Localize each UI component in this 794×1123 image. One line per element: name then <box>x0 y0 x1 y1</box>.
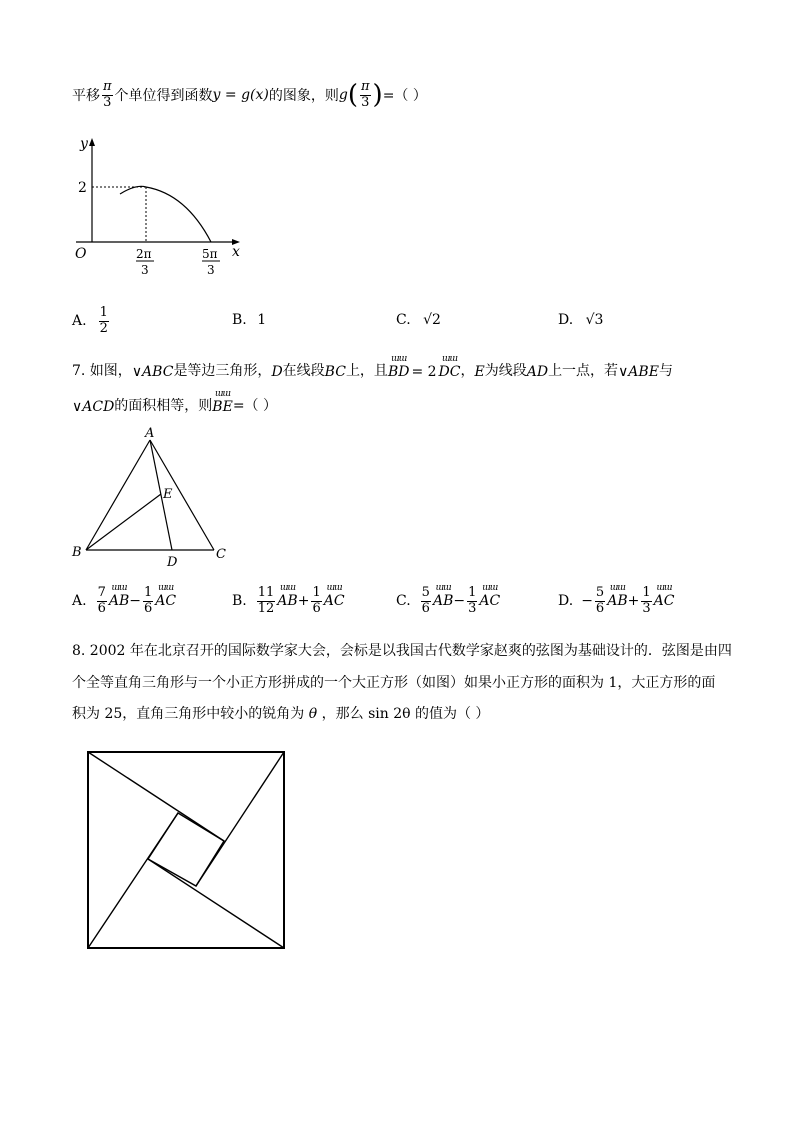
q6-shift-den: 3 <box>103 94 112 110</box>
q7-d-v1 <box>607 583 628 609</box>
chord-1 <box>88 752 224 841</box>
q7-tri-abc: ∨ABC <box>131 364 174 380</box>
q7-line1 <box>72 354 673 380</box>
outer-square <box>88 752 284 948</box>
q7-option-d[interactable] <box>558 582 674 620</box>
q7-line1-h: 与 <box>658 363 673 379</box>
q8-line2: 个全等直角三角形与一个小正方形拼成的一个大正方形（如图）如果小正方形的面积为 1，大正方形的面 <box>72 675 716 691</box>
q7-line1-g: 上一点，若 <box>548 363 619 379</box>
q7-b-v1 <box>277 583 298 609</box>
vector-arrow-icon: ɯɯ <box>435 583 451 593</box>
q7-b-frac1 <box>257 586 276 616</box>
q7-vec-bd <box>387 354 410 380</box>
side-ab <box>86 440 150 550</box>
q7-line2 <box>72 389 277 415</box>
q6-func: y = g(x) <box>212 87 269 103</box>
q7-option-c-label: C. <box>396 593 411 609</box>
q7-line1-b: 是等边三角形， <box>173 363 272 379</box>
q7-d-v1-text: AB <box>607 593 628 609</box>
vector-arrow-icon: ɯɯ <box>609 583 625 593</box>
q8-line1: 8. 2002 年在北京召开的国际数学家大会，会标是以我国古代数学家赵爽的弦图为基础设计的．弦图是由四 <box>72 643 732 659</box>
q7-a-v1 <box>108 583 130 609</box>
q7-b-v2 <box>323 583 345 609</box>
q7-vec-be <box>212 389 233 415</box>
q7-d-d1: 6 <box>595 600 605 616</box>
q7-b-v1-text: AB <box>277 593 298 609</box>
q7-vec-dc <box>438 354 461 380</box>
x-tick2-num: 5π <box>202 247 218 261</box>
q8-line3 <box>72 703 489 723</box>
q7-a-d1: 6 <box>97 600 106 616</box>
label-b: B <box>72 545 82 560</box>
label-d: D <box>167 555 178 570</box>
q7-line1-c: 在线段 <box>282 363 325 379</box>
q7-a-d2: 6 <box>143 600 153 616</box>
q7-a-frac2 <box>143 586 153 616</box>
q7-d-n1: 5 <box>595 585 605 601</box>
y-label: y <box>80 136 88 152</box>
vector-arrow-icon: ɯɯ <box>326 583 342 593</box>
q7-line2-b: =（ ） <box>232 398 277 414</box>
q7-line1-d: 上，且 <box>345 363 388 379</box>
q7-line1-f: 为线段 <box>484 363 527 379</box>
q7-b-v2-text: AC <box>323 593 345 609</box>
q7-b-frac2 <box>311 586 321 616</box>
q7-triangle-figure <box>70 424 240 572</box>
vector-arrow-icon: ɯɯ <box>158 583 174 593</box>
q7-a-n1: 7 <box>97 585 106 601</box>
q6-option-b-value: 1 <box>257 312 267 328</box>
q7-c-v1 <box>432 583 454 609</box>
q6-option-a-num: 1 <box>99 305 108 321</box>
q6-arg-fraction <box>360 80 371 110</box>
q6-text-b: 个单位得到函数 <box>114 88 213 104</box>
q6-option-b-label: B. <box>232 312 247 328</box>
q7-b-n1: 11 <box>257 585 275 601</box>
q6-option-a[interactable] <box>72 302 111 340</box>
q6-right-paren: ) <box>372 80 383 110</box>
q6-text-a: 平移 <box>72 88 100 104</box>
q8-line3-b: ，那么 <box>321 706 364 722</box>
vector-arrow-icon: ɯɯ <box>279 583 296 593</box>
q7-c-op: − <box>453 593 466 609</box>
q6-graph <box>66 132 256 282</box>
q7-a-frac1 <box>97 586 107 616</box>
vector-arrow-icon: ɯɯ <box>391 354 407 364</box>
q7-a-op: − <box>129 593 141 609</box>
q7-point-d: D <box>271 364 283 380</box>
q7-tri-acd: ∨ACD <box>72 399 115 415</box>
q7-d-op: + <box>627 593 640 609</box>
q7-c-d2: 3 <box>468 600 477 616</box>
q6-option-c[interactable] <box>396 312 441 328</box>
y-axis-arrow <box>89 138 95 146</box>
x-tick2-den: 3 <box>207 263 215 277</box>
x-tick1-den: 3 <box>141 263 149 277</box>
q6-shift-num: π <box>103 79 112 95</box>
q7-c-v2-text: AC <box>479 593 501 609</box>
q7-tri-abe: ∨ABE <box>618 364 659 380</box>
q7-a-v2 <box>155 583 177 609</box>
q7-seg-bc: BC <box>324 364 346 380</box>
q6-eq: =（ ） <box>382 88 427 104</box>
q7-b-d1: 12 <box>257 600 275 616</box>
q7-b-d2: 6 <box>312 600 321 616</box>
vector-arrow-icon: ɯɯ <box>111 583 127 593</box>
q8-sin: sin 2θ <box>368 706 411 722</box>
q6-option-a-value <box>99 306 109 336</box>
y-tick-2: 2 <box>78 180 87 196</box>
q7-vec-bd-text: BD <box>387 364 410 380</box>
q7-a-n2: 1 <box>143 585 153 601</box>
q7-d-v2 <box>653 583 675 609</box>
q7-line1-a: 7. 如图， <box>72 363 132 379</box>
vector-arrow-icon: ɯɯ <box>656 583 672 593</box>
q7-d-sign: − <box>581 593 593 609</box>
q6-prompt <box>72 78 427 112</box>
q7-c-frac2 <box>467 586 477 616</box>
sine-curve <box>120 186 211 242</box>
q7-a-v2-text: AC <box>155 593 177 609</box>
q7-b-n2: 1 <box>312 585 321 601</box>
q6-option-a-label: A. <box>72 313 87 329</box>
q6-option-d-label: D. <box>558 312 574 328</box>
q7-c-n1: 5 <box>421 585 430 601</box>
q6-option-b[interactable] <box>232 312 266 328</box>
q7-line1-e: ， <box>460 363 475 379</box>
inner-square <box>148 813 224 886</box>
q7-vec-be-text: BE <box>212 399 233 415</box>
q7-c-v2 <box>479 583 501 609</box>
x-tick1-num: 2π <box>136 247 152 261</box>
q6-arg-num: π <box>361 79 370 95</box>
q6-left-paren: ( <box>347 80 358 110</box>
q7-option-c[interactable] <box>396 582 500 620</box>
q7-option-b[interactable] <box>232 582 345 620</box>
q6-text-c: 的图象，则 <box>268 88 339 104</box>
q6-g: g <box>338 87 348 103</box>
vector-arrow-icon: ɯɯ <box>215 389 231 399</box>
q7-c-frac1 <box>421 586 431 616</box>
q7-d-v2-text: AC <box>653 593 675 609</box>
q8-line3-c: 的值为（ ） <box>414 706 490 722</box>
q7-d-n2: 1 <box>642 585 651 601</box>
vector-arrow-icon: ɯɯ <box>482 583 498 593</box>
label-c: C <box>216 547 226 562</box>
q7-vec-dc-text: DC <box>438 364 461 380</box>
q7-c-d1: 6 <box>421 600 430 616</box>
q6-shift-fraction <box>102 80 113 110</box>
segment-be <box>86 494 161 550</box>
q7-d-frac1 <box>595 586 605 616</box>
q7-option-a[interactable] <box>72 582 176 620</box>
q6-option-c-value: √2 <box>423 312 441 328</box>
q7-option-b-label: B. <box>232 593 247 609</box>
q8-theta: θ <box>308 706 318 722</box>
label-a: A <box>145 426 155 441</box>
q6-option-c-label: C. <box>396 312 411 328</box>
q7-c-n2: 1 <box>468 585 477 601</box>
q7-d-frac2 <box>641 586 651 616</box>
q7-option-a-label: A. <box>72 593 87 609</box>
q8-line3-a: 积为 25，直角三角形中较小的锐角为 <box>72 706 305 722</box>
origin-label: O <box>75 246 87 262</box>
q6-option-d[interactable] <box>558 312 603 328</box>
q7-option-d-label: D. <box>558 593 574 609</box>
q7-line2-a: 的面积相等，则 <box>114 398 213 414</box>
q7-d-d2: 3 <box>642 600 651 616</box>
q7-b-op: + <box>297 593 310 609</box>
chord-3 <box>148 859 284 948</box>
q7-point-e: E <box>474 364 485 380</box>
q6-option-a-den: 2 <box>99 320 108 336</box>
q6-option-d-value: √3 <box>585 312 604 328</box>
q7-c-v1-text: AB <box>432 593 454 609</box>
q7-a-v1-text: AB <box>108 593 130 609</box>
vector-arrow-icon: ɯɯ <box>441 354 458 364</box>
label-e: E <box>163 487 173 502</box>
x-label: x <box>232 244 240 260</box>
q8-zhao-shuang-chord-diagram <box>86 750 288 952</box>
q7-eq2: = 2 <box>411 364 437 380</box>
q6-arg-den: 3 <box>361 94 370 110</box>
q7-seg-ad: AD <box>526 364 549 380</box>
